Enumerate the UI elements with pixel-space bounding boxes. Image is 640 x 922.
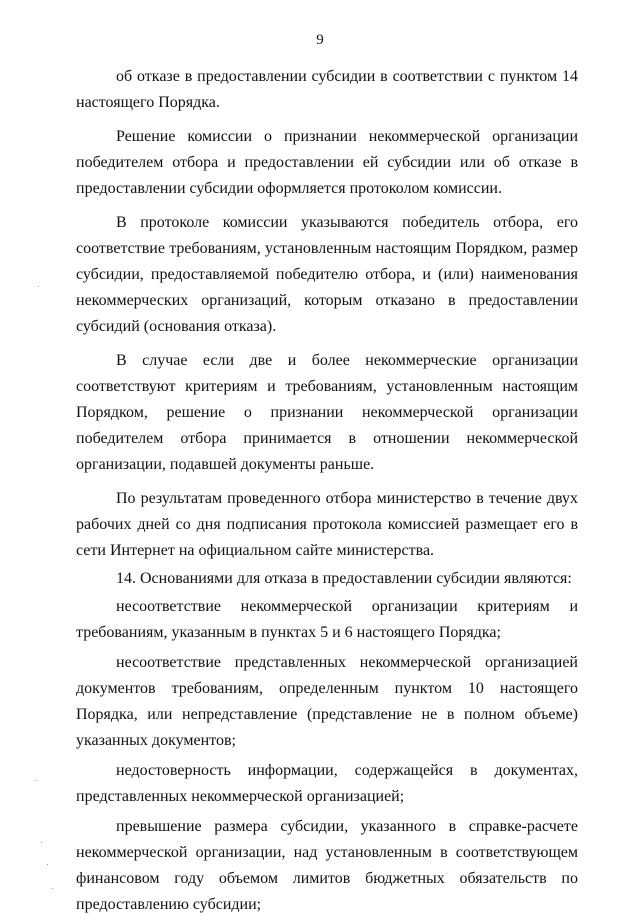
paragraph-7: несоответствие некоммерческой организации критериям и требованиям, указанным в пунктах 5 и 6 настоящего Порядка;: [76, 598, 578, 641]
paragraph-3: В протоколе комиссии указываются победитель отбора, его соответствие требованиям, установленным настоящим Порядком, размер субсидии, предоставляемой победителю отбора, и (или) наименования некоммерческих организаций, которым отказано в предоставлении субсидий (основания отказа).: [76, 214, 578, 335]
paragraph-4: В случае если две и более некоммерческие организации соответствуют критериям и требованиям, установленным настоящим Порядком, решение о признании некоммерческой организации победителем отбора принимается в отношении некоммерческой организации, подавшей документы раньше.: [76, 352, 578, 473]
paragraph-5: По результатам проведенного отбора министерство в течение двух рабочих дней со дня подписания протокола комиссией размещает его в сети Интернет на официальном сайте министерства.: [76, 490, 578, 559]
paragraph-8: несоответствие представленных некоммерческой организацией документов требованиям, определенным пунктом 10 настоящего Порядка, или непредставление (представление не в полном объеме) указанных документов;: [76, 654, 578, 749]
scan-speck: [47, 864, 48, 865]
scan-speck: [36, 780, 37, 781]
scan-speck: [52, 888, 53, 889]
paragraph-9: недостоверность информации, содержащейся в документах, представленных некоммерческой организацией;: [76, 762, 578, 805]
paragraph-2: Решение комиссии о признании некоммерческой организации победителем отбора и предоставлении ей субсидии или об отказе в предоставлении субсидии оформляется протоколом комиссии.: [76, 128, 578, 197]
paragraph-6: 14. Основаниями для отказа в предоставлении субсидии являются:: [116, 570, 572, 587]
paragraph-10: превышение размера субсидии, указанного в справке-расчете некоммерческой организации, над установленным в соответствующем финансовом году объемом лимитов бюджетных обязательств по предоставлению субсидии;: [76, 818, 578, 913]
scan-speck: [41, 842, 42, 843]
scan-speck: [38, 286, 39, 287]
document-body: [76, 64, 578, 922]
page-number: 9: [316, 32, 324, 48]
paragraph-1: об отказе в предоставлении субсидии в соответствии с пунктом 14 настоящего Порядка.: [76, 68, 578, 111]
